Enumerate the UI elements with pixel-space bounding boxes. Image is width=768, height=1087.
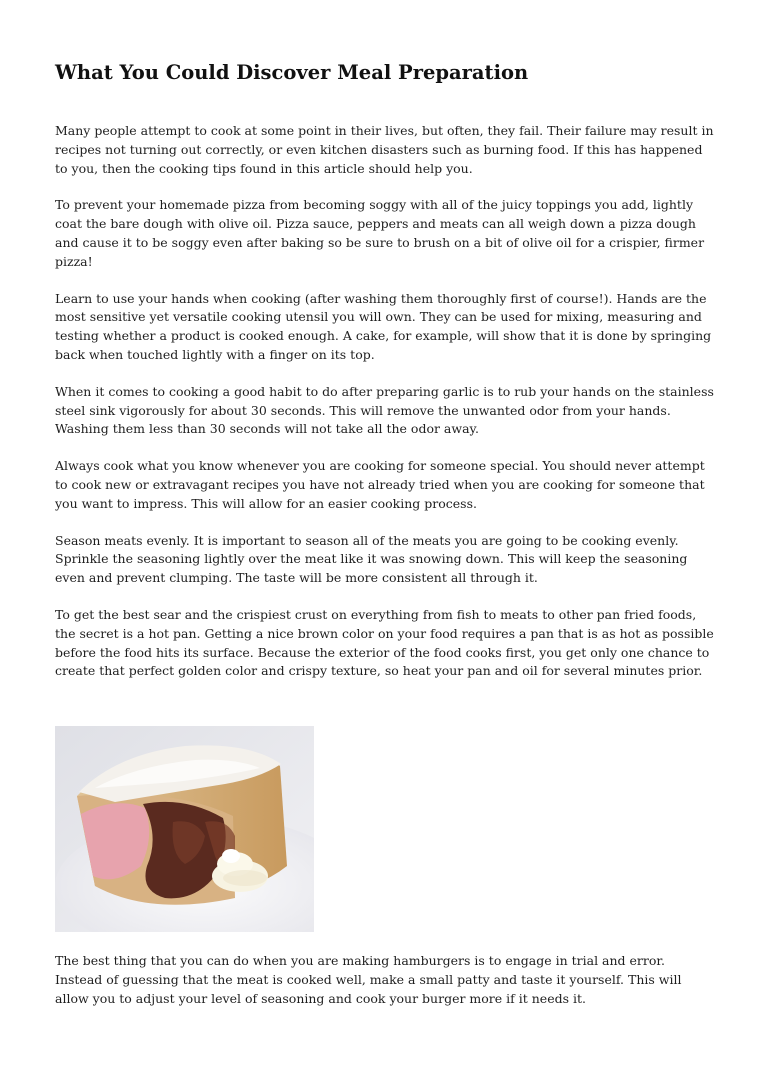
- paragraph-4: When it comes to cooking a good habit to do after preparing garlic is to rub your hands on the stainless steel sink vigorously for about 30 seconds. This will remove the unwanted odor from your hands. Washing them less than 30 seconds will not take all the odor away.: [55, 383, 714, 437]
- marble-cake-photo: [55, 726, 314, 932]
- page-title: What You Could Discover Meal Preparation: [55, 61, 529, 84]
- article-body-continued: [55, 952, 715, 1026]
- article-body: [55, 122, 715, 699]
- paragraph-2: To prevent your homemade pizza from becoming soggy with all of the juicy toppings you add, lightly coat the bare dough with olive oil. Pizza sauce, peppers and meats can all weigh down a pizza dough and cause it to be soggy even after baking so be sure to brush on a bit of olive oil for a crispier, firmer pizza!: [55, 197, 705, 269]
- cake-illustration-icon: [55, 726, 314, 932]
- paragraph-6: Season meats evenly. It is important to season all of the meats you are going to be cooking evenly. Sprinkle the seasoning lightly over the meat like it was snowing down. This will keep the seasoning even and prevent clumping. The taste will be more consistent all through it.: [55, 532, 688, 586]
- paragraph-7: To get the best sear and the crispiest crust on everything from fish to meats to other pan fried foods, the secret is a hot pan. Getting a nice brown color on your food requires a pan that is as hot as possible before the food hits its surface. Because the exterior of the food cooks first, you get only one chance to create that perfect golden color and crispy texture, so heat your pan and oil for several minutes prior.: [55, 606, 714, 679]
- paragraph-5: Always cook what you know whenever you are cooking for someone special. You should never attempt to cook new or extravagant recipes you have not already tried when you are cooking for someone that you want to impress. This will allow for an easier cooking process.: [55, 458, 705, 511]
- paragraph-8: The best thing that you can do when you are making hamburgers is to engage in trial and error. Instead of guessing that the meat is cooked well, make a small patty and taste it yourself. This will allow you to adjust your level of seasoning and cook your burger more if it needs it.: [55, 953, 682, 1006]
- paragraph-3: Learn to use your hands when cooking (after washing them thoroughly first of course!). Hands are the most sensitive yet versatile cooking utensil you will own. They can be used for mixing, measuring and testing whether a product is cooked enough. A cake, for example, will show that it is done by springing back when touched lightly with a finger on its top.: [55, 290, 712, 362]
- paragraph-1: Many people attempt to cook at some point in their lives, but often, they fail. Their failure may result in recipes not turning out correctly, or even kitchen disasters such as burning food. If this has happened to you, then the cooking tips found in this article should help you.: [55, 123, 714, 176]
